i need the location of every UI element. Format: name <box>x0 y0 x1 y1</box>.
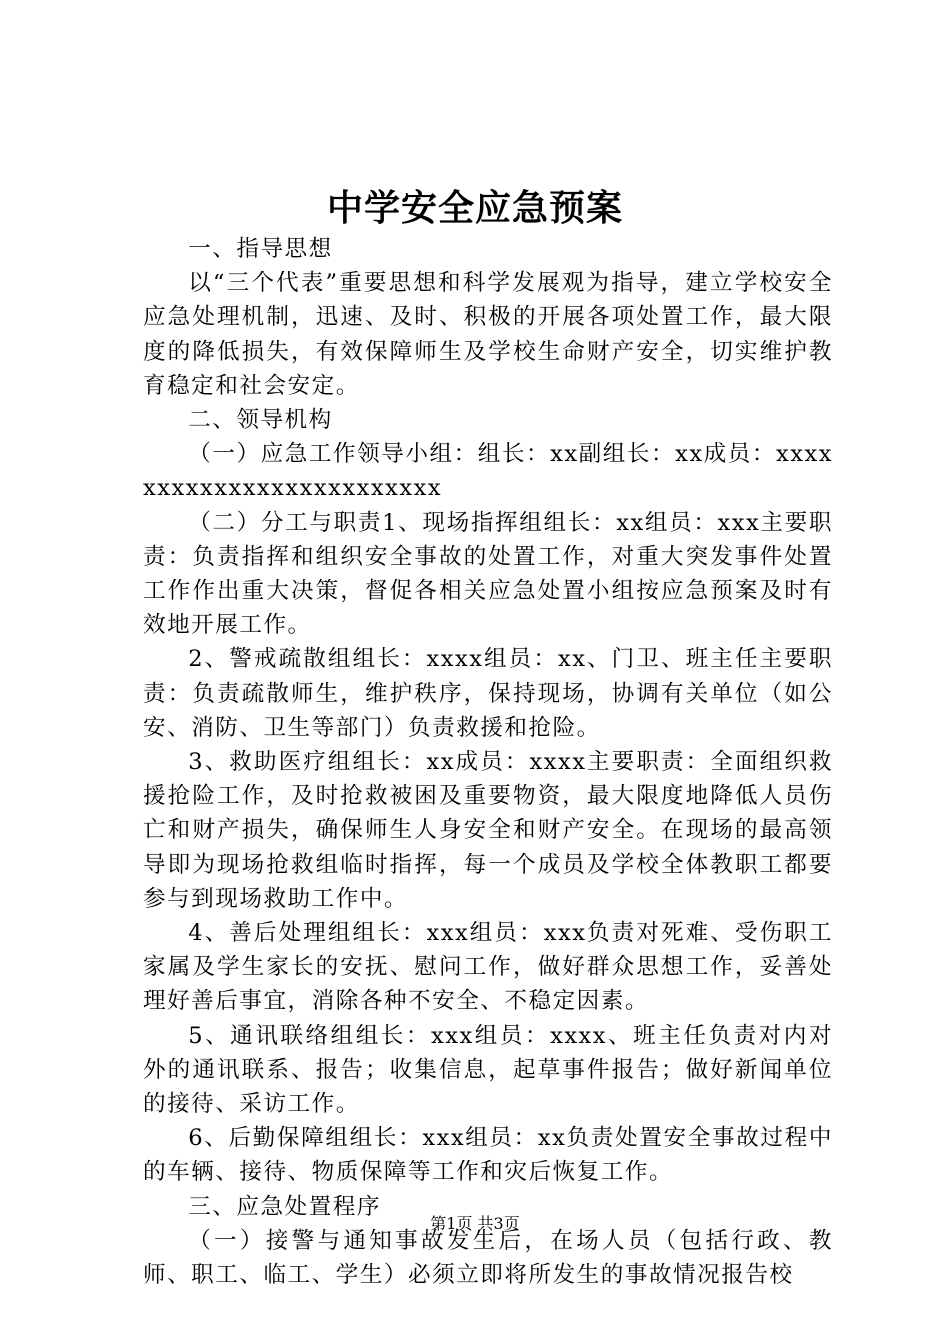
paragraph-guiding-ideology: 以“三个代表”重要思想和科学发展观为指导，建立学校安全应急处理机制，迅速、及时、积极的开展各项处置工作，最大限度的降低损失，有效保障师生及学校生命财产安全，切实维护教育稳定和社会安定。 <box>143 270 833 399</box>
section-heading-emergency-procedure: 三、应急处置程序 <box>188 1193 381 1220</box>
document-title: 中学安全应急预案 <box>326 187 623 229</box>
paragraph-communication-group: 5、通讯联络组组长：xxx组员：xxxx、班主任负责对内对外的通讯联系、报告；收集信息，起草事件报告；做好新闻单位的接待、采访工作。 <box>143 1022 833 1118</box>
paragraph-alarm-notification: （一）接警与通知事故发生后，在场人员（包括行政、教师、职工、临工、学生）必须立即将所发生的事故情况报告校 <box>143 1227 833 1289</box>
section-heading-guiding-ideology: 一、指导思想 <box>188 236 333 262</box>
paragraph-division-duties: （二）分工与职责1、现场指挥组组长：xx组员：xxx主要职责：负责指挥和组织安全事故的处置工作，对重大突发事件处置工作作出重大决策，督促各相关应急处置小组按应急预案及时有效地开展工作。 <box>143 509 833 639</box>
paragraph-aftermath-group: 4、善后处理组组长：xxx组员：xxx负责对死难、受伤职工家属及学生家长的安抚、慰问工作，做好群众思想工作，妥善处理好善后事宜，消除各种不安全、不稳定因素。 <box>143 920 833 1015</box>
paragraph-evacuation-group: 2、警戒疏散组组长：xxxx组员：xx、门卫、班主任主要职责：负责疏散师生，维护秩序，保持现场，协调有关单位（如公安、消防、卫生等部门）负责救援和抢险。 <box>143 646 833 741</box>
paragraph-leadership-group: （一）应急工作领导小组：组长：xx副组长：xx成员：xxxxxxxxxxxxxxxxxxxxxxxxx <box>143 441 833 502</box>
document-body <box>143 232 833 1292</box>
section-heading-leadership: 二、领导机构 <box>188 407 333 434</box>
paragraph-medical-group: 3、救助医疗组组长：xx成员：xxxx主要职责：全面组织救援抢险工作，及时抢救被困及重要物资，最大限度地降低人员伤亡和财产损失，确保师生人身安全和财产安全。在现场的最高领导即为现场抢救组临时指挥，每一个成员及学校全体教职工都要参与到现场救助工作中。 <box>143 749 833 912</box>
page-number-footer: 第1页 共3页 <box>430 1214 520 1233</box>
paragraph-logistics-group: 6、后勤保障组组长：xxx组员：xx负责处置安全事故过程中的车辆、接待、物质保障等工作和灾后恢复工作。 <box>143 1125 833 1186</box>
